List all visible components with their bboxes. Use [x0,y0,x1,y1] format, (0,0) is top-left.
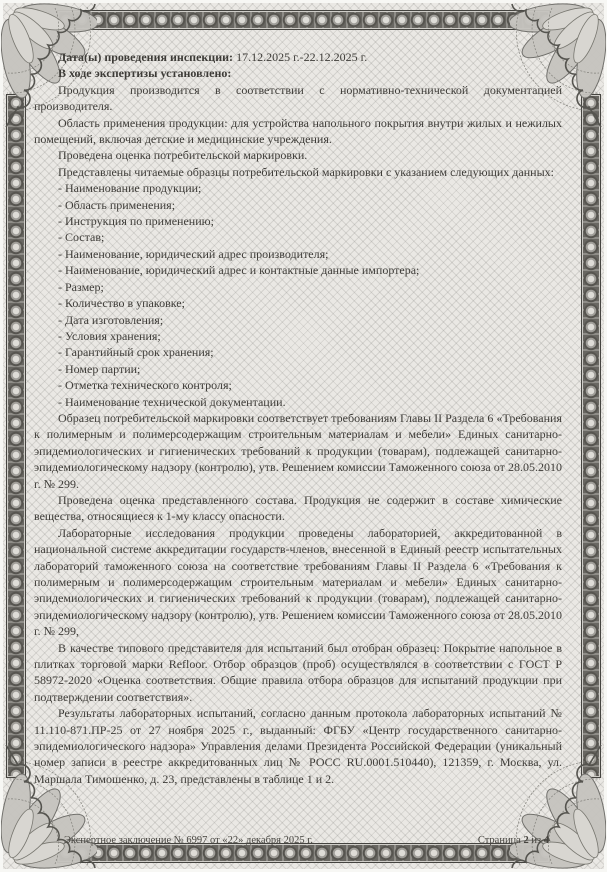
marking-list-item: - Количество в упаковке; [58,296,185,311]
marking-list-item: - Наименование продукции; [58,181,202,196]
paragraph-sample-selection: В качестве типового представителя для испытаний был отобран образец: Покрытие напольное в плитках торговой марки Refloor. Отбор образцов (проб) осуществлялся в соответствии с ГОСТ Р 58972-2020 «Оценка соответствия. Общие правила отбора образцов для испытаний продукции при подтверждении соответствия». [34,640,562,704]
inspection-dates-line [34,49,562,65]
inspection-dates-label: Дата(ы) проведения инспекции: [58,50,234,64]
border-chain-right [582,95,600,777]
paragraph-marking-compliance: Образец потребительской маркировки соответствует требованиям Главы II Раздела 6 «Требования к полимерным и полимерсодержащим строительным материалам и мебели» Единых санитарно-эпидемиологических и гигиенических требований к продукции (товарам), подлежащей санитарно-эпидемиологическому надзору (контролю), утв. Решением комиссии Таможенного союза от 28.05.2010 г. № 299. [34,410,562,491]
footer-document-ref: Экспертное заключение № 6997 от «22» декабря 2025 г. [64,835,313,846]
marking-list-item: - Условия хранения; [58,328,161,343]
marking-list-item: - Дата изготовления; [58,312,164,327]
marking-list-item: - Область применения; [58,197,176,212]
paragraph-production: Продукция производится в соответствии с нормативно-технической документацией производителя. [34,82,562,114]
marking-list-item: - Гарантийный срок хранения; [58,345,214,360]
marking-list-item: - Состав; [58,230,105,245]
border-chain-left [7,95,25,777]
paragraph-lab-results: Результаты лабораторных испытаний, согласно данным протокола лабораторных испытаний № 11.110-871.ПР-25 от 27 ноября 2025 г., выданный: ФГБУ «Центр государственного санитарно-эпидемиологического надзора» Управления делами Президента Российской Федерации (уникальный номер записи в реестре аккредитованных лиц № РОСС RU.0001.510440), 121359, г. Москва, ул. Маршала Тимошенко, д. 23, представлены в таблице 1 и 2. [34,706,562,786]
footer [64,835,549,846]
paragraph-marking-data: Представлены читаемые образцы потребительской маркировки с указанием следующих данных: [58,164,554,179]
marking-list-item: - Размер; [58,279,104,294]
marking-list-item: - Наименование, юридический адрес производителя; [58,246,329,261]
paragraph-lab-accreditation: Лабораторные исследования продукции проведены лабораторией, аккредитованной в национальной системе аккредитации государств-членов, внесенной в Единый реестр испытательных лабораторий таможенного союза на соответствие требованиям Главы II Раздела 6 «Требования к полимерным и полимерсодержащим строительным материалам и мебели» Единых санитарно-эпидемиологических и гигиенических требований к продукции (товарам), подлежащей санитарно-эпидемиологическому надзору (контролю), утв. Решением комиссии Таможенного союза от 28.05.2010 г. № 299, [34,525,562,639]
of-word: из [531,835,542,846]
marking-list-item: - Номер партии; [58,361,141,376]
page-total: 4 [543,835,549,846]
inspection-dates-value: 17.12.2025 г.-22.12.2025 г. [236,50,368,64]
marking-list-item: - Наименование, юридический адрес и контактные данные импортера; [58,263,420,278]
page-word: Страница [477,835,521,846]
marking-list-item: - Инструкция по применению; [58,214,214,229]
page-indicator [478,835,549,846]
border-chain-top [58,11,549,29]
expertise-heading: В ходе экспертизы установлено: [58,66,232,81]
marking-list-item: - Отметка технического контроля; [58,378,232,393]
border-chain-bottom [58,844,549,862]
paragraph-composition: Проведена оценка представленного состава. Продукция не содержит в составе химические вещества, относящиеся к 1-му классу опасности. [34,492,562,524]
document-body [34,49,562,787]
paragraph-application: Область применения продукции: для устройства напольного покрытия внутри жилых и нежилых помещений, включая детские и медицинские учреждения. [34,115,562,147]
paragraph-marking-eval: Проведена оценка потребительской маркировки. [58,148,308,163]
page-current: 2 [523,835,529,846]
marking-list-item: - Наименование технической документации. [58,394,286,409]
marking-list [34,180,562,410]
